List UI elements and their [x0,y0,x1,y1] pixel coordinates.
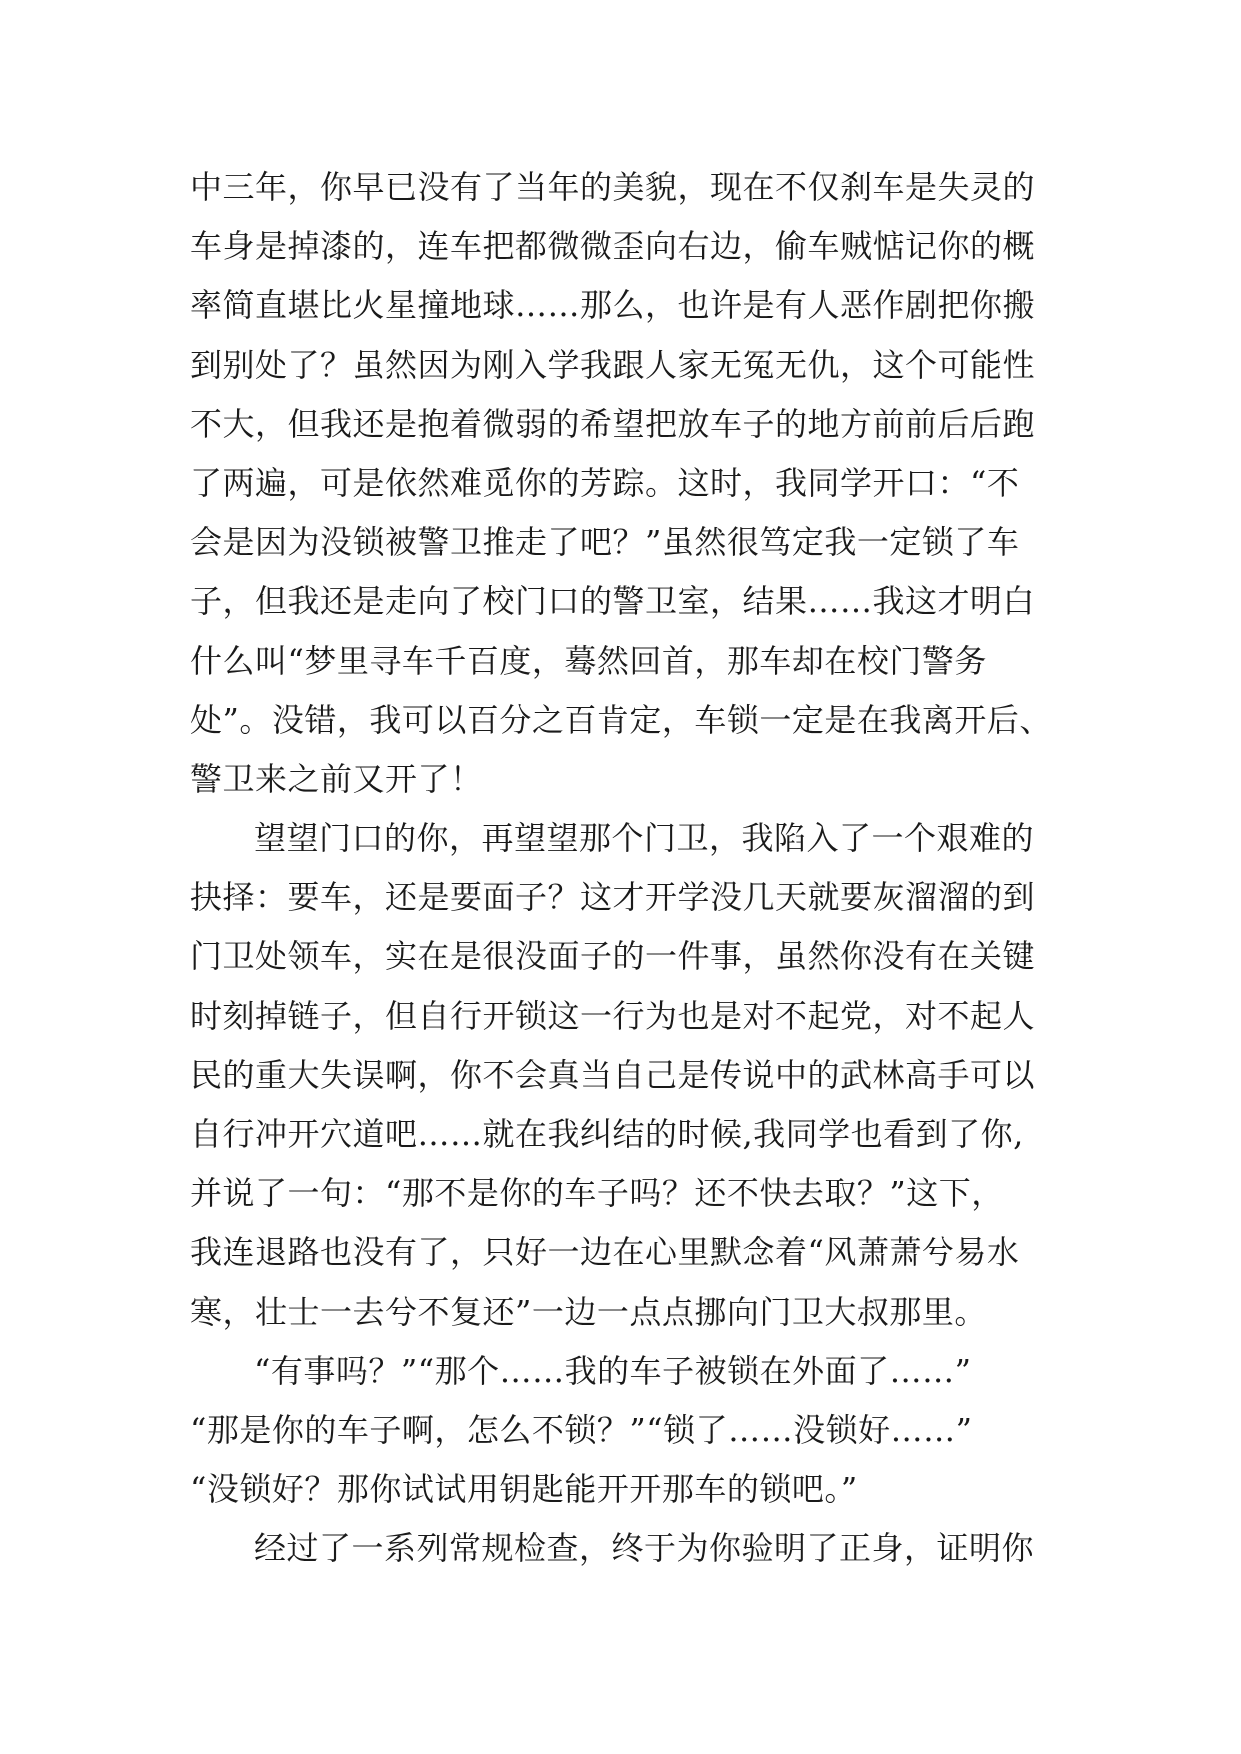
text-line: 经过了一系列常规检查，终于为你验明了正身，证明你 [254,1529,1035,1568]
text-line: 门卫处领车，实在是很没面子的一件事，虽然你没有在关键 [190,937,1036,976]
text-line: 自行冲开穴道吧……就在我纠结的时候,我同学也看到了你, [190,1115,1024,1153]
text-line: 我连退路也没有了，只好一边在心里默念着“风萧萧兮易水 [190,1233,1020,1272]
text-line: 了两遍，可是依然难觅你的芳踪。这时，我同学开口：“不 [190,463,1020,502]
body-text [190,158,1070,1579]
text-line: 不大，但我还是抱着微弱的希望把放车子的地方前前后后跑 [190,404,1036,443]
text-line: 到别处了？虽然因为刚入学我跟人家无冤无仇，这个可能性 [190,345,1036,384]
text-line: 望望门口的你，再望望那个门卫，我陷入了一个艰难的 [254,819,1035,858]
text-line: 率简直堪比火星撞地球……那么，也许是有人恶作剧把你搬 [190,286,1036,325]
text-line: “有事吗？”“那个……我的车子被锁在外面了……” [254,1351,972,1390]
text-line: 警卫来之前又开了！ [190,759,483,798]
text-line: 时刻掉链子，但自行开锁这一行为也是对不起党，对不起人 [190,996,1036,1035]
text-line: 什么叫“梦里寻车千百度，蓦然回首，那车却在校门警务 [190,641,987,680]
text-line: 车身是掉漆的，连车把都微微歪向右边，偷车贼惦记你的概 [190,227,1036,266]
text-line: 会是因为没锁被警卫推走了吧？”虽然很笃定我一定锁了车 [190,523,1020,562]
text-line: 抉择：要车，还是要面子？这才开学没几天就要灰溜溜的到 [190,878,1036,917]
text-line: 并说了一句：“那不是你的车子吗？还不快去取？”这下， [190,1174,1004,1213]
text-line: “没锁好？那你试试用钥匙能开开那车的锁吧。” [190,1470,858,1509]
text-line: 寒，壮士一去兮不复还”一边一点点挪向门卫大叔那里。 [190,1292,987,1331]
text-line: “那是你的车子啊，怎么不锁？”“锁了……没锁好……” [190,1410,973,1449]
text-line: 处”。没错，我可以百分之百肯定，车锁一定是在我离开后、 [190,700,1052,739]
text-line: 子，但我还是走向了校门口的警卫室，结果……我这才明白 [190,582,1036,621]
text-line: 民的重大失误啊，你不会真当自己是传说中的武林高手可以 [190,1055,1036,1094]
text-line: 中三年，你早已没有了当年的美貌，现在不仅刹车是失灵的 [190,168,1036,206]
